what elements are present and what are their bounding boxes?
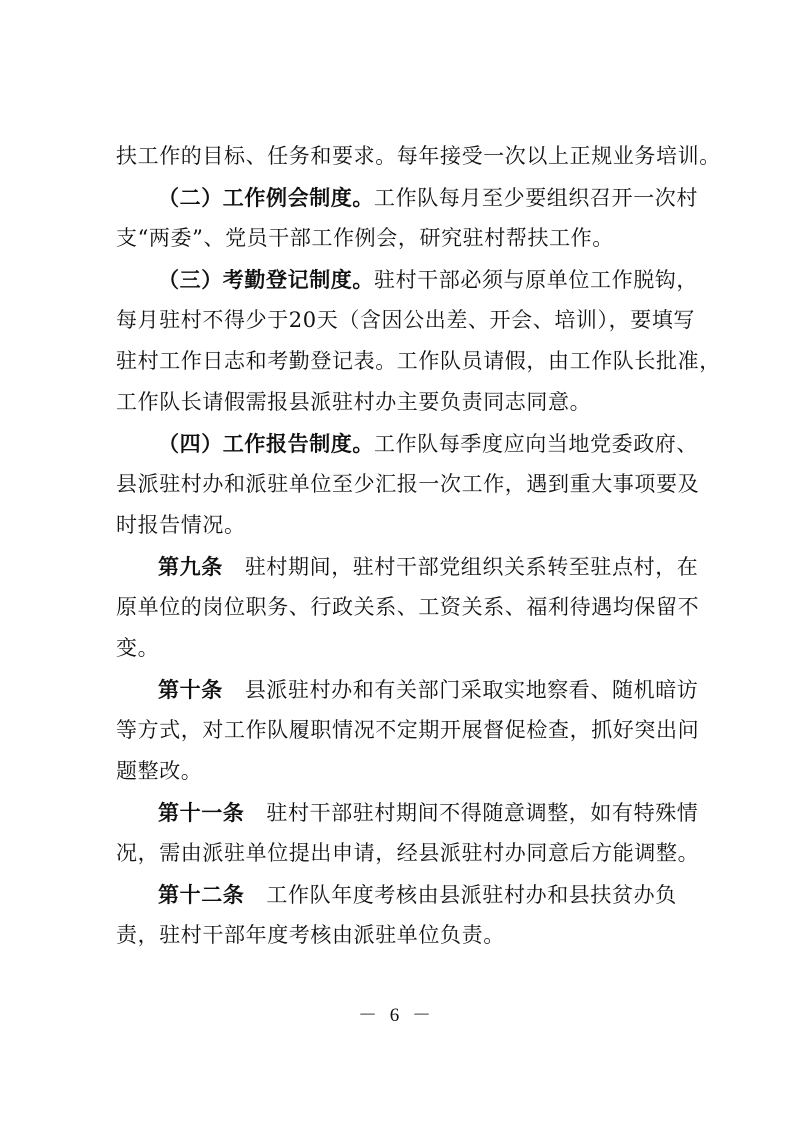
- article-heading: 第十二条: [158, 882, 245, 907]
- body-text: 驻村工作日志和考勤登记表。工作队员请假，由工作队长批准，: [116, 349, 721, 373]
- body-text: 变。: [116, 636, 160, 660]
- paragraph-line: [116, 300, 696, 341]
- paragraph-line: [116, 136, 721, 177]
- body-text: 县派驻村办和有关部门采取实地察看、随机暗访: [244, 678, 699, 702]
- body-text: 工作队每月至少要组织召开一次村: [374, 186, 698, 210]
- paragraph-line: [116, 341, 721, 382]
- body-text: 原单位的岗位职务、行政关系、工资关系、福利待遇均保留不: [116, 595, 700, 619]
- body-text: 县派驻村办和派驻单位至少汇报一次工作，遇到重大事项要及: [116, 472, 700, 496]
- paragraph-line: [116, 177, 698, 218]
- body-text: 驻村干部驻村期间不得随意调整，如有特殊情: [266, 801, 699, 825]
- page-number: － 6 －: [357, 1005, 435, 1026]
- article-heading: 第十一条: [158, 800, 245, 825]
- body-text: 支“两委”、党员干部工作例会，研究驻村帮扶工作。: [116, 226, 614, 250]
- paragraph-line: [116, 792, 699, 833]
- section-heading: （三）考勤登记制度。: [158, 267, 374, 292]
- article-heading: 第十条: [158, 677, 223, 702]
- body-text: 扶工作的目标、任务和要求。每年接受一次以上正规业务培训。: [116, 144, 721, 168]
- document-body: [116, 136, 721, 956]
- body-text: 工作队年度考核由县派驻村办和县扶贫办负: [266, 883, 677, 907]
- paragraph-line: [116, 505, 688, 546]
- article-heading: 第九条: [158, 554, 223, 579]
- paragraph-line: [116, 833, 700, 874]
- paragraph-line: [116, 874, 688, 915]
- body-text: 驻村期间，驻村干部党组织关系转至驻点村，在: [244, 555, 699, 579]
- section-heading: （二）工作例会制度。: [158, 185, 374, 210]
- paragraph-line: [116, 259, 698, 300]
- body-text: 责，驻村干部年度考核由派驻单位负责。: [116, 923, 505, 947]
- paragraph-line: [116, 218, 688, 259]
- paragraph-line: [116, 382, 688, 423]
- body-text: 等方式，对工作队履职情况不定期开展督促检查，抓好突出问: [116, 718, 700, 742]
- paragraph-line: [116, 628, 688, 669]
- body-text: 时报告情况。: [116, 513, 246, 537]
- body-text: 驻村干部必须与原单位工作脱钩，: [374, 268, 698, 292]
- paragraph-line: [116, 710, 700, 751]
- paragraph-line: [116, 464, 700, 505]
- body-text: 工作队每季度应向当地党委政府、: [374, 432, 698, 456]
- paragraph-line: [116, 423, 698, 464]
- paragraph-line: [116, 546, 699, 587]
- body-text: 况，需由派驻单位提出申请，经县派驻村办同意后方能调整。: [116, 841, 700, 865]
- body-text: 工作队长请假需报县派驻村办主要负责同志同意。: [116, 390, 592, 414]
- paragraph-line: [116, 669, 699, 710]
- paragraph-line: [116, 915, 688, 956]
- body-text: 每月驻村不得少于20天（含因公出差、开会、培训），要填写: [116, 308, 696, 332]
- body-text: 题整改。: [116, 759, 203, 783]
- paragraph-line: [116, 751, 688, 792]
- section-heading: （四）工作报告制度。: [158, 431, 374, 456]
- paragraph-line: [116, 587, 700, 628]
